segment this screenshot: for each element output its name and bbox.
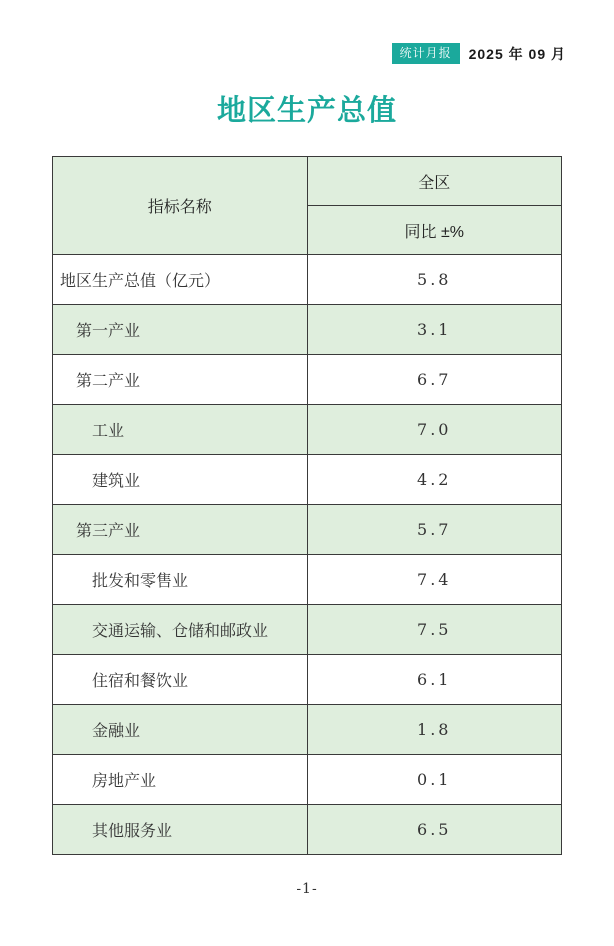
indicator-name: 建筑业 — [53, 455, 308, 505]
table-row — [53, 755, 562, 805]
indicator-name: 其他服务业 — [53, 805, 308, 855]
table-row — [53, 455, 562, 505]
table-row — [53, 655, 562, 705]
indicator-value: 6.7 — [307, 355, 562, 405]
indicator-value: 3.1 — [307, 305, 562, 355]
table-row — [53, 805, 562, 855]
page-number: -1- — [296, 881, 318, 897]
indicator-value: 7.4 — [307, 555, 562, 605]
gdp-table-header — [53, 157, 562, 255]
indicator-value: 7.5 — [307, 605, 562, 655]
table-row — [53, 355, 562, 405]
indicator-name: 第一产业 — [53, 305, 308, 355]
indicator-value: 0.1 — [307, 755, 562, 805]
report-date: 2025 年 09 月 — [468, 45, 566, 62]
indicator-name: 金融业 — [53, 705, 308, 755]
indicator-value: 7.0 — [307, 405, 562, 455]
indicator-name: 工业 — [53, 405, 308, 455]
report-badge: 统计月报 — [392, 43, 460, 64]
report-meta — [392, 43, 566, 64]
gdp-table — [52, 156, 562, 855]
table-row — [53, 255, 562, 305]
indicator-name: 批发和零售业 — [53, 555, 308, 605]
indicator-name: 房地产业 — [53, 755, 308, 805]
indicator-name: 第二产业 — [53, 355, 308, 405]
table-row — [53, 305, 562, 355]
table-row — [53, 605, 562, 655]
table-row — [53, 505, 562, 555]
table-row — [53, 705, 562, 755]
table-row — [53, 555, 562, 605]
indicator-value: 5.8 — [307, 255, 562, 305]
gdp-table-body — [53, 255, 562, 855]
table-row — [53, 405, 562, 455]
page-title: 地区生产总值 — [216, 95, 397, 127]
indicator-name: 第三产业 — [53, 505, 308, 555]
indicator-value: 4.2 — [307, 455, 562, 505]
indicator-name: 住宿和餐饮业 — [53, 655, 308, 705]
indicator-value: 1.8 — [307, 705, 562, 755]
indicator-name: 交通运输、仓储和邮政业 — [53, 605, 308, 655]
indicator-name: 地区生产总值（亿元） — [53, 255, 308, 305]
header-yoy: 同比 ±% — [307, 206, 562, 255]
indicator-value: 5.7 — [307, 505, 562, 555]
indicator-value: 6.5 — [307, 805, 562, 855]
indicator-value: 6.1 — [307, 655, 562, 705]
header-region: 全区 — [307, 157, 562, 206]
header-indicator-name: 指标名称 — [53, 157, 308, 255]
